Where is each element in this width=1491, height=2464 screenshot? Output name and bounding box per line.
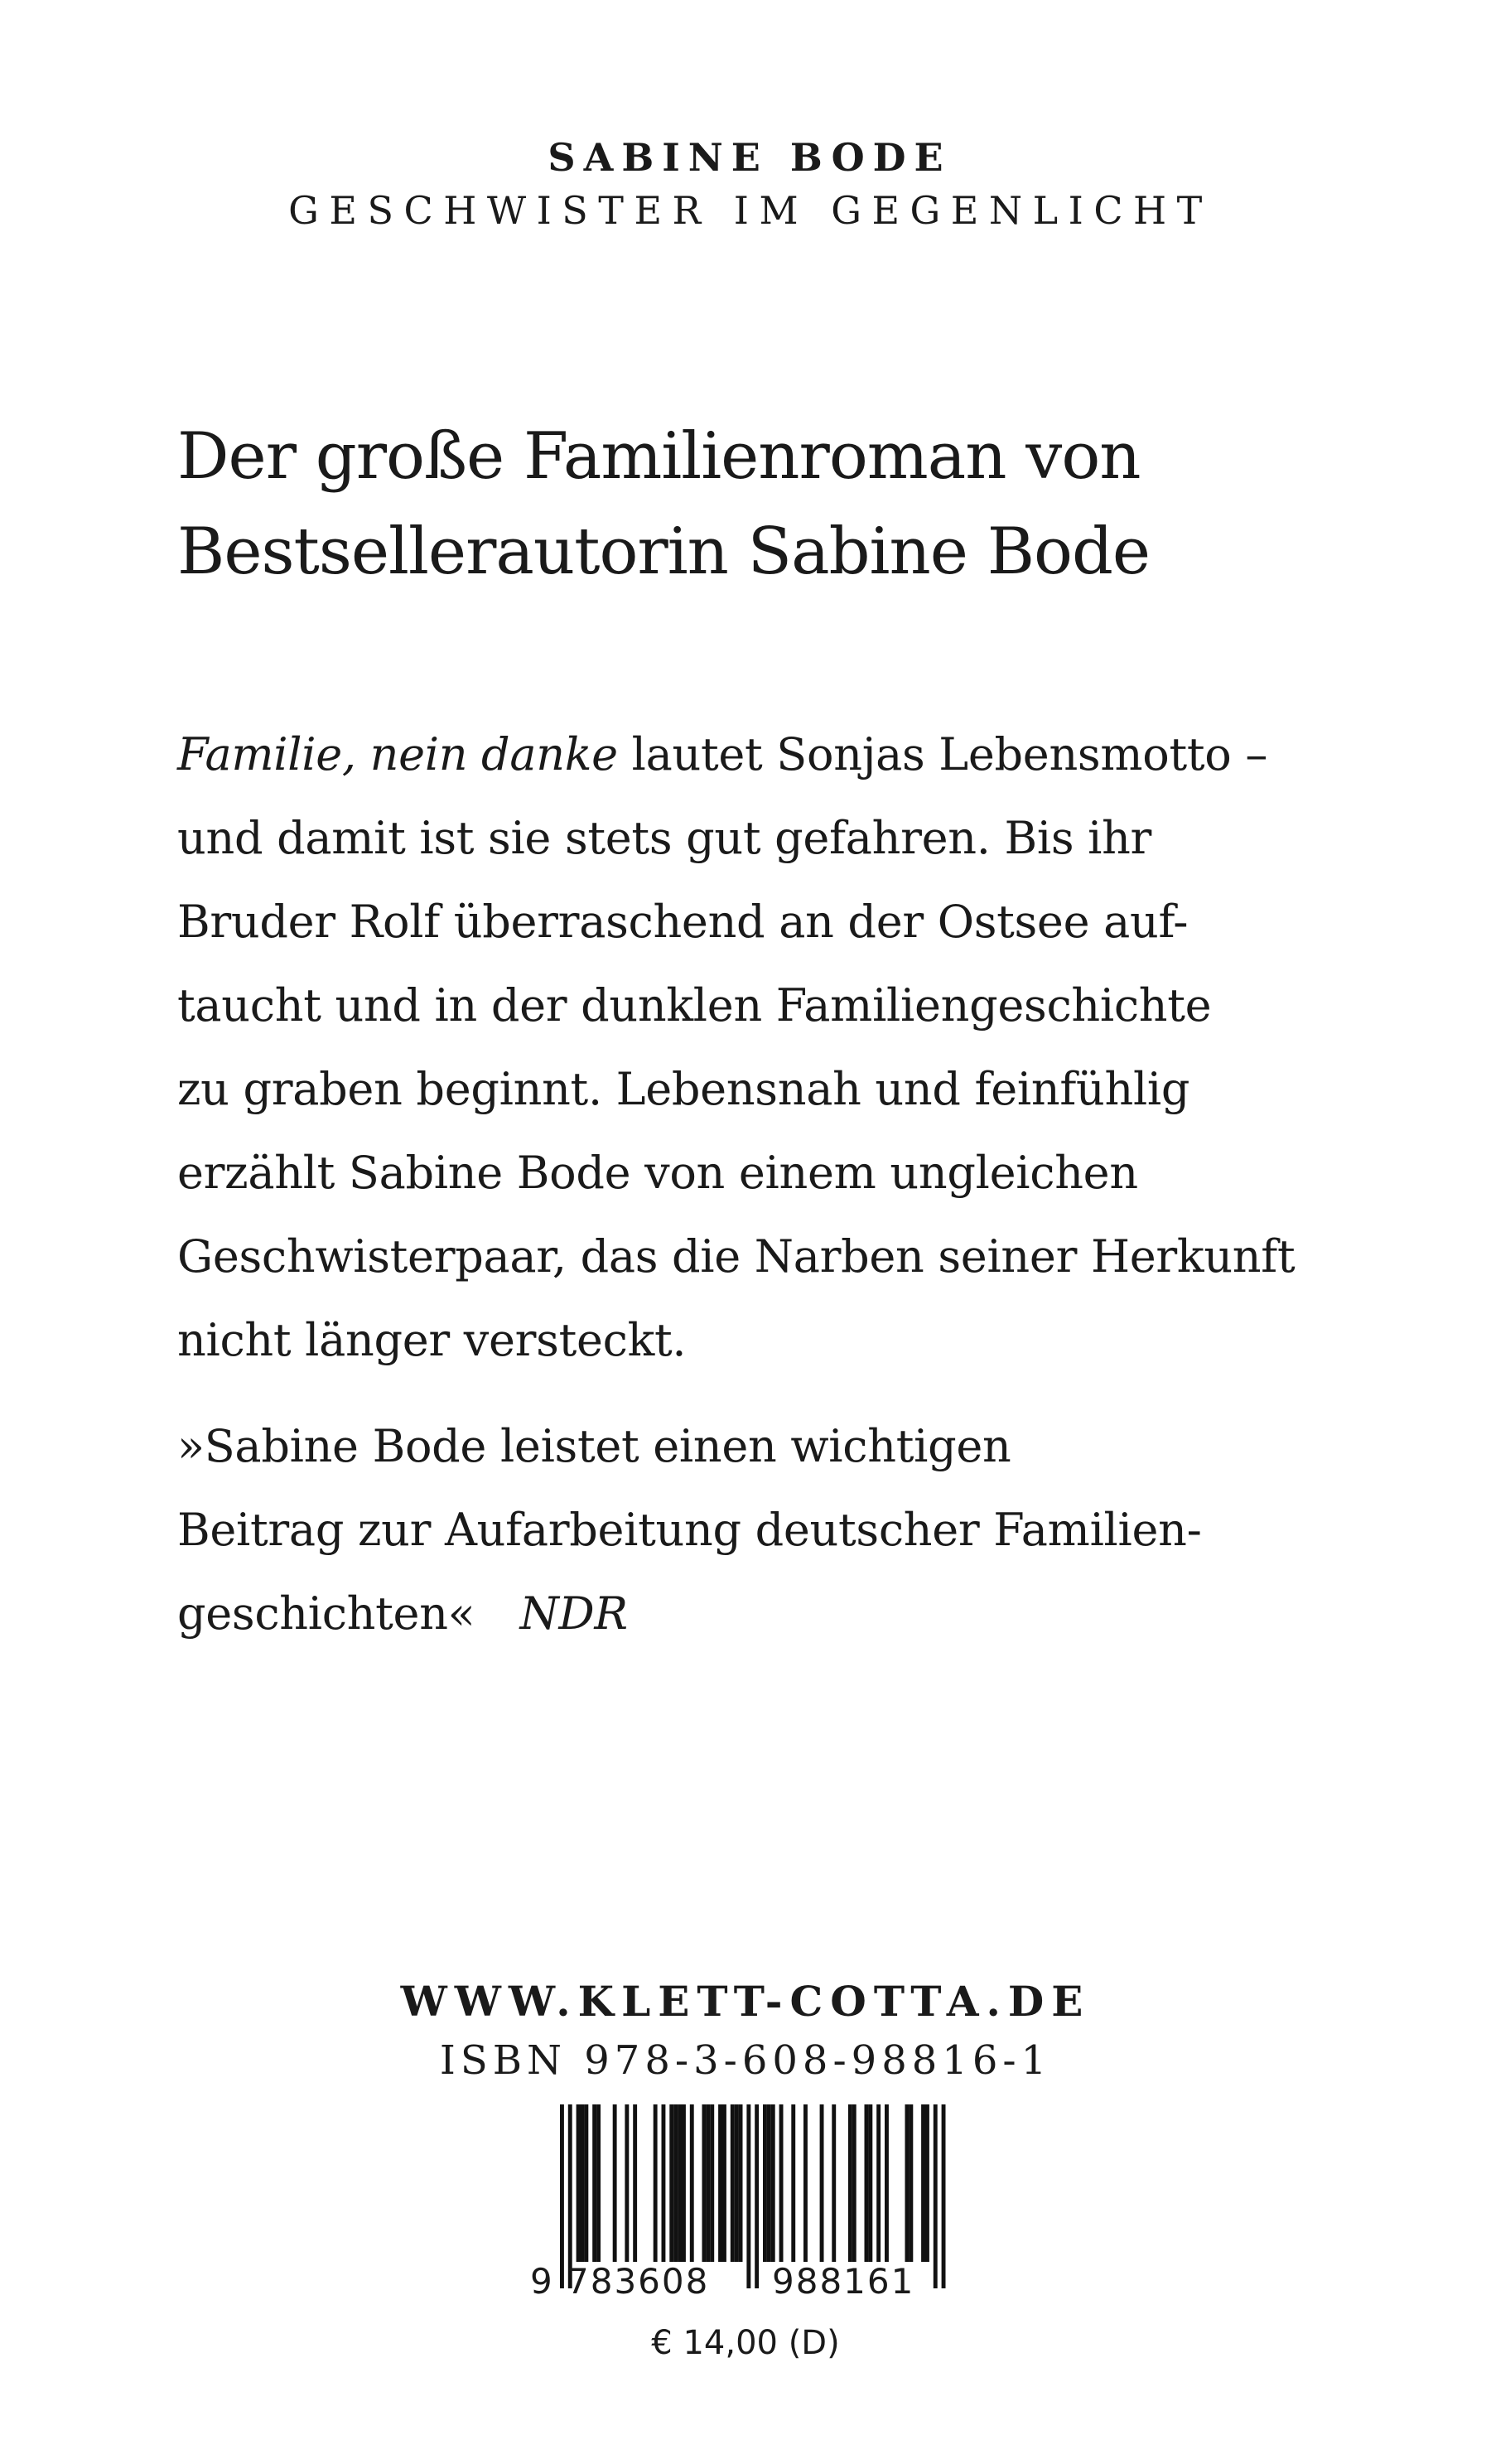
barcode-bar [722, 2104, 726, 2262]
press-quote [177, 1404, 1353, 1655]
barcode-left-digits: 783608 [567, 2261, 710, 2302]
barcode-bar [925, 2104, 929, 2262]
book-description [177, 713, 1353, 1382]
description-line: zu graben beginnt. Lebensnah und feinfühlig [177, 1063, 1190, 1115]
barcode-guard-bar [746, 2104, 750, 2288]
book-header [0, 131, 1491, 237]
description-line: und damit ist sie stets gut gefahren. Bis ihr [177, 812, 1152, 864]
quote-line [177, 1572, 1353, 1655]
barcode-guard-bar [934, 2104, 938, 2288]
book-price: € 14,00 (D) [651, 2324, 840, 2362]
barcode-bar [909, 2104, 913, 2262]
headline [177, 409, 1353, 600]
description-line: nicht länger versteckt. [177, 1314, 687, 1366]
barcode-bar [865, 2104, 869, 2262]
barcode-bar [739, 2104, 743, 2262]
barcode-bar [662, 2104, 666, 2262]
barcode-bar [868, 2104, 872, 2262]
barcode-bar [803, 2104, 808, 2262]
barcode-bar [832, 2104, 836, 2262]
barcode-bar [905, 2104, 910, 2262]
barcode-bar [820, 2104, 824, 2262]
barcode-bar [702, 2104, 707, 2262]
barcode-bar [710, 2104, 714, 2262]
quote-line: Beitrag zur Aufarbeitung deutscher Familien- [177, 1504, 1202, 1556]
barcode-bar [731, 2104, 735, 2262]
barcode-bar [584, 2104, 588, 2262]
barcode-guard-bar [560, 2104, 564, 2288]
barcode-bar [791, 2104, 795, 2262]
barcode-bar [771, 2104, 775, 2262]
barcode-guard-bar [755, 2104, 759, 2288]
quote-line-text: geschichten« [177, 1587, 475, 1640]
barcode-bar [673, 2104, 678, 2262]
barcode-bar [577, 2104, 581, 2262]
barcode-bar [592, 2104, 596, 2262]
barcode-bar [767, 2104, 771, 2262]
barcode-lead-digit: 9 [530, 2261, 552, 2302]
barcode-bar [625, 2104, 629, 2262]
barcode-bar [596, 2104, 601, 2262]
book-title: GESCHWISTER IM GEGENLICHT [288, 188, 1213, 233]
barcode-bar [885, 2104, 889, 2262]
barcode-bar [876, 2104, 881, 2262]
barcode-bar [581, 2104, 585, 2262]
barcode-bar [718, 2104, 722, 2262]
barcode-bar [735, 2104, 739, 2262]
barcode-bar [613, 2104, 617, 2262]
barcode-bar [921, 2104, 925, 2262]
barcode-right-digits: 988161 [772, 2261, 915, 2302]
book-footer [0, 1972, 1491, 2090]
barcode-bar [848, 2104, 852, 2262]
isbn-number: ISBN 978-3-608-98816-1 [439, 2037, 1052, 2084]
description-line: erzählt Sabine Bode von einem ungleichen [177, 1147, 1138, 1199]
barcode-bar [654, 2104, 658, 2262]
headline-line: Bestsellerautorin Sabine Bode [177, 515, 1151, 589]
description-line [177, 713, 1353, 796]
barcode-bar [690, 2104, 694, 2262]
description-line: taucht und in der dunklen Familiengeschichte [177, 979, 1212, 1031]
quote-line: »Sabine Bode leistet einen wichtigen [177, 1420, 1011, 1472]
barcode-guard-bar [942, 2104, 946, 2288]
description-line: Bruder Rolf überraschend an der Ostsee auf- [177, 896, 1189, 948]
barcode-bar [669, 2104, 673, 2262]
barcode-bar [706, 2104, 710, 2262]
barcode-bar [852, 2104, 856, 2262]
barcode-bar [682, 2104, 686, 2262]
barcode-bar [678, 2104, 682, 2262]
headline-line: Der große Familienroman von [177, 419, 1141, 494]
barcode-bar [633, 2104, 637, 2262]
description-line: Geschwisterpaar, das die Narben seiner Herkunft [177, 1230, 1296, 1283]
author-name: SABINE BODE [548, 135, 952, 180]
description-italic-lead: Familie, nein danke [177, 728, 618, 780]
quote-source: NDR [519, 1587, 628, 1640]
description-line-text: lautet Sonjas Lebensmotto – [617, 728, 1268, 780]
barcode-bar [779, 2104, 784, 2262]
barcode-bar [763, 2104, 767, 2262]
publisher-website: WWW.KLETT-COTTA.DE [400, 1977, 1091, 2026]
